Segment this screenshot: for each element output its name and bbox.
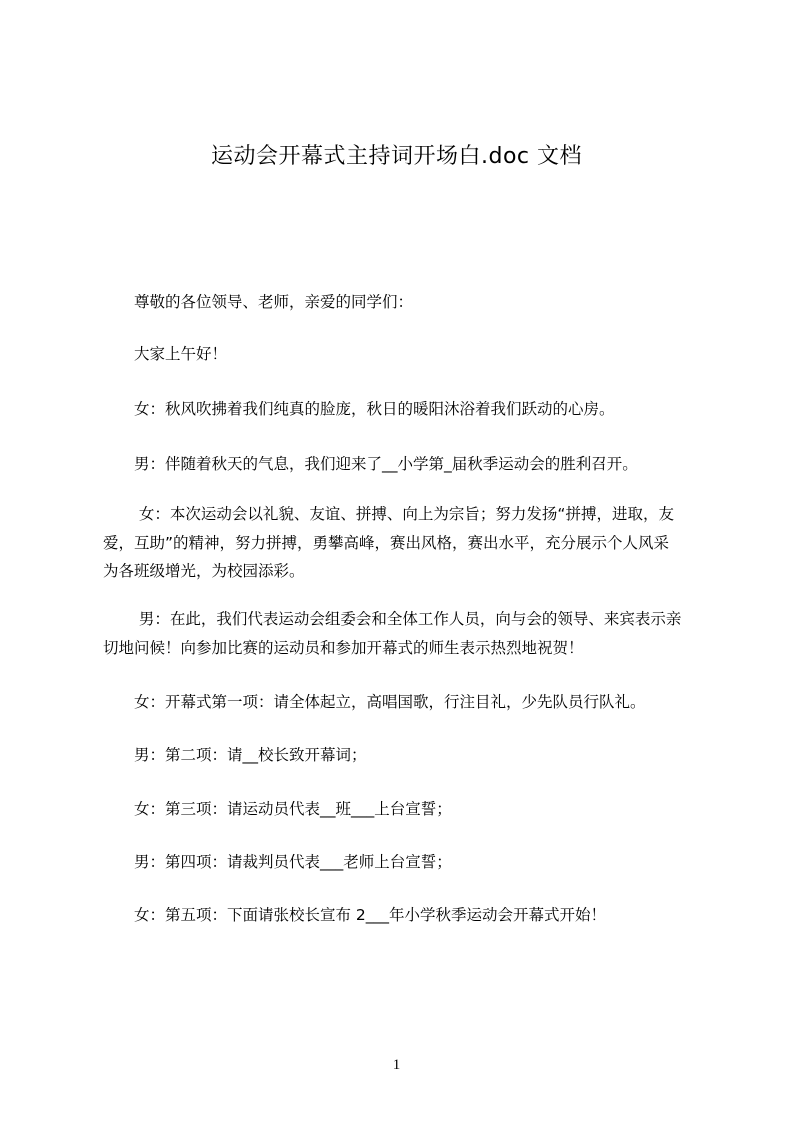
paragraph-male-2 xyxy=(103,605,715,662)
paragraph-item-2 xyxy=(103,741,715,770)
paragraph-line: 女：第五项：下面请张校长宣布 2___年小学秋季运动会开幕式开始！ xyxy=(103,906,607,924)
paragraph-item-4 xyxy=(103,848,715,877)
paragraph-hello xyxy=(103,340,715,369)
paragraph-item-1 xyxy=(103,688,715,717)
paragraph-female-1 xyxy=(103,395,715,424)
paragraph-line: 为各班级增光，为校园添彩。 xyxy=(103,562,305,580)
paragraph-item-3 xyxy=(103,795,715,824)
paragraph-female-2 xyxy=(103,500,715,586)
paragraph-line: 女：秋风吹拂着我们纯真的脸庞，秋日的暖阳沐浴着我们跃动的心房。 xyxy=(103,400,615,418)
paragraph-line: 尊敬的各位领导、老师，亲爱的同学们： xyxy=(103,293,414,311)
paragraph-item-5 xyxy=(103,901,715,930)
paragraph-line: 切地问候！向参加比赛的运动员和参加开幕式的师生表示热烈地祝贺！ xyxy=(103,638,584,657)
paragraph-male-1 xyxy=(103,450,715,479)
paragraph-line: 女：开幕式第一项：请全体起立，高唱国歌，行注目礼，少先队员行队礼。 xyxy=(103,693,646,711)
paragraph-line: 爱，互助”的精神，努力拼搏，勇攀高峰，赛出风格，赛出水平，充分展示个人风采 xyxy=(103,533,670,552)
paragraph-line: 女：本次运动会以礼貌、友谊、拼搏、向上为宗旨；努力发扬“拼搏，进取，友 xyxy=(103,505,674,523)
paragraph-line: 女：第三项：请运动员代表__班___上台宣誓； xyxy=(103,800,452,818)
paragraph-line: 男：在此，我们代表运动会组委会和全体工作人员，向与会的领导、来宾表示亲 xyxy=(103,610,682,628)
document-title: 运动会开幕式主持词开场白.doc 文档 xyxy=(210,144,582,169)
paragraph-line: 大家上午好！ xyxy=(103,345,228,363)
paragraph-greeting xyxy=(103,288,715,317)
paragraph-line: 男：第二项：请__校长致开幕词； xyxy=(103,746,367,764)
page-number: 1 xyxy=(392,1057,401,1073)
paragraph-line: 男：伴随着秋天的气息，我们迎来了__小学第_届秋季运动会的胜利召开。 xyxy=(103,455,638,473)
paragraph-line: 男：第四项：请裁判员代表___老师上台宣誓； xyxy=(103,853,452,871)
